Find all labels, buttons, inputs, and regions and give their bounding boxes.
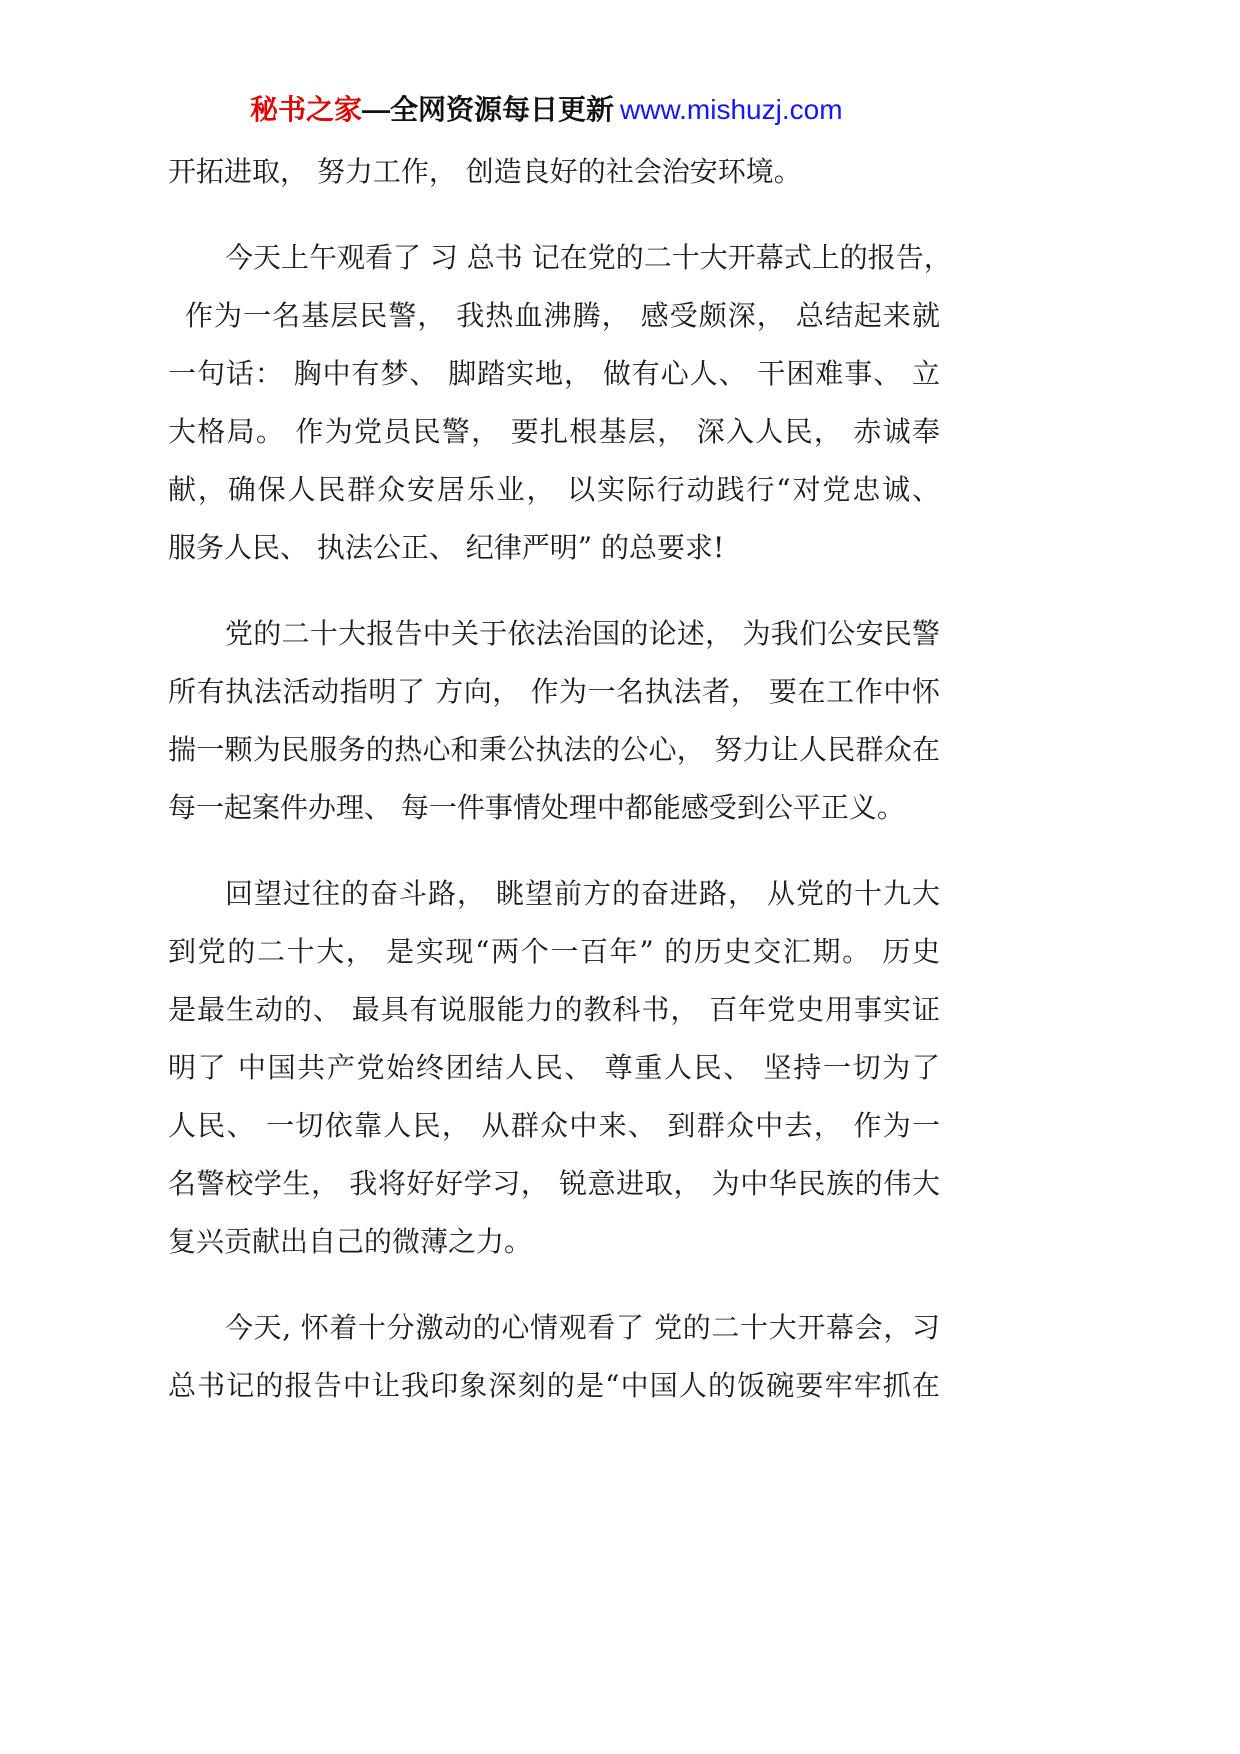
header-tagline: —全网资源每日更新 xyxy=(362,94,615,125)
body-line: 所有执法活动指明了 方向， 作为一名执法者， 要在工作中怀 xyxy=(168,675,940,708)
body-line: 一句话： 胸中有梦、 脚踏实地， 做有心人、 干困难事、 立 xyxy=(168,357,940,390)
paragraph-continuation xyxy=(168,143,940,201)
body-line: 今天, 怀着十分激动的心情观看了 党的二十大开幕会，习 xyxy=(225,1311,940,1344)
website-url: www.mishuzj.com xyxy=(620,94,843,125)
page-header xyxy=(250,88,843,132)
body-line: 开拓进取， 努力工作， 创造良好的社会治安环境。 xyxy=(168,155,802,188)
brand-name: 秘书之家 xyxy=(250,94,363,125)
body-line: 复兴贡献出自己的微薄之力。 xyxy=(168,1225,533,1258)
paragraph-food-security xyxy=(168,1299,940,1415)
body-line: 名警校学生， 我将好好学习， 锐意进取， 为中华民族的伟大 xyxy=(168,1167,940,1200)
body-line: 是最生动的、 最具有说服能力的教科书， 百年党史用事实证 xyxy=(168,993,940,1026)
body-line: 作为一名基层民警， 我热血沸腾， 感受颇深， 总结起来就 xyxy=(185,299,940,332)
body-line: 到党的二十大， 是实现“两个一百年” 的历史交汇期。 历史 xyxy=(168,935,940,968)
body-line: 每一起案件办理、 每一件事情处理中都能感受到公平正义。 xyxy=(168,791,905,824)
body-line: 揣一颗为民服务的热心和秉公执法的公心， 努力让人民群众在 xyxy=(168,733,940,766)
document-body xyxy=(168,143,952,1415)
body-line: 大格局。 作为党员民警， 要扎根基层， 深入人民， 赤诚奉 xyxy=(168,415,940,448)
body-line: 明了 中国共产党始终团结人民、 尊重人民、 坚持一切为了 xyxy=(168,1051,940,1084)
body-line: 今天上午观看了 习 总书 记在党的二十大开幕式上的报告， xyxy=(225,241,952,274)
body-line: 回望过往的奋斗路， 眺望前方的奋进路， 从党的十九大 xyxy=(225,877,940,910)
body-line: 献，确保人民群众安居乐业， 以实际行动践行“对党忠诚、 xyxy=(168,473,940,506)
paragraph-looking-back xyxy=(168,865,940,1271)
body-line: 党的二十大报告中关于依法治国的论述， 为我们公安民警 xyxy=(225,617,940,650)
paragraph-watching-report xyxy=(168,229,952,577)
body-line: 人民、 一切依靠人民， 从群众中来、 到群众中去， 作为一 xyxy=(168,1109,940,1142)
body-line: 服务人民、 执法公正、 纪律严明” 的总要求! xyxy=(168,531,725,564)
body-line: 总书记的报告中让我印象深刻的是“中国人的饭碗要牢牢抓在 xyxy=(168,1369,940,1402)
paragraph-rule-of-law xyxy=(168,605,940,837)
